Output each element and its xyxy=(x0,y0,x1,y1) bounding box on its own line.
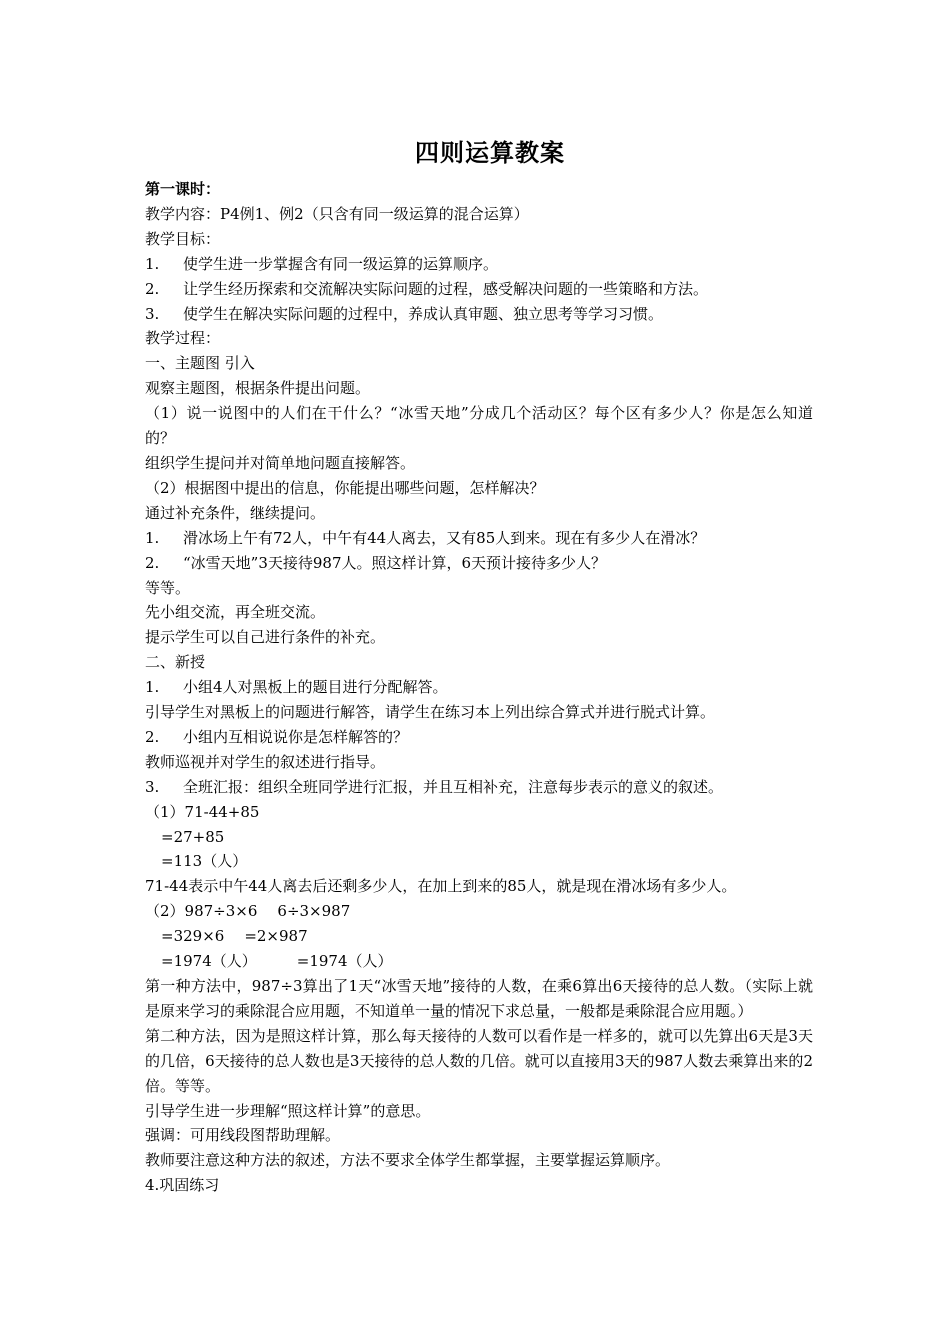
paragraph: 等等。 xyxy=(145,578,191,597)
paragraph: 4.巩固练习 xyxy=(145,1176,220,1195)
question: （2）根据图中提出的信息，你能提出哪些问题，怎样解决？ xyxy=(145,478,545,497)
calc-note: 71-44表示中午44人离去后还剩多少人，在加上到来的85人，就是现在滑冰场有多少人。 xyxy=(145,877,737,896)
paragraph: 通过补充条件，继续提问。 xyxy=(145,503,326,522)
goal-item: 3. 使学生在解决实际问题的过程中，养成认真审题、独立思考等学习习惯。 xyxy=(145,304,664,323)
calc-line: （2）987÷3×6 6÷3×987 xyxy=(145,902,351,921)
calc-line: =113（人） xyxy=(161,852,248,871)
calc-line: （1）71-44+85 xyxy=(145,802,260,821)
calc-line: =329×6 =2×987 xyxy=(161,927,308,946)
paragraph: 强调：可用线段图帮助理解。 xyxy=(145,1126,341,1145)
calc-line: =1974（人） =1974（人） xyxy=(161,952,393,971)
calc-line: =27+85 xyxy=(161,827,225,846)
list-item: 3. 全班汇报：组织全班同学进行汇报，并且互相补充，注意每步表示的意义的叙述。 xyxy=(145,777,724,796)
document-title: 四则运算教案 xyxy=(415,139,565,167)
paragraph: 第二种方法，因为是照这样计算，那么每天接待的人数可以看作是一样多的，就可以先算出6天是3天的几倍，6天接待的总人数也是3天接待的总人数的几倍。就可以直接用3天的987人数去乘算出来的2倍。等等。 xyxy=(145,1026,813,1095)
goals-heading: 教学目标： xyxy=(145,229,221,248)
question: （1）说一说图中的人们在干什么？“冰雪天地”分成几个活动区？每个区有多少人？你是怎么知道的？ xyxy=(145,404,813,448)
document-body xyxy=(145,177,813,1198)
process-heading: 教学过程： xyxy=(145,329,221,348)
list-item: 2. “冰雪天地”3天接待987人。照这样计算，6天预计接待多少人？ xyxy=(145,553,607,572)
list-item: 2. 小组内互相说说你是怎样解答的？ xyxy=(145,727,409,746)
lesson-heading: 第一课时： xyxy=(145,180,221,198)
section-heading: 二、新授 xyxy=(145,653,206,672)
goal-item: 1. 使学生进一步掌握含有同一级运算的运算顺序。 xyxy=(145,254,499,273)
paragraph: 教师巡视并对学生的叙述进行指导。 xyxy=(145,752,386,771)
section-heading: 一、主题图 引入 xyxy=(145,354,255,373)
paragraph: 第一种方法中，987÷3算出了1天“冰雪天地”接待的人数，在乘6算出6天接待的总人数。（实际上就是原来学习的乘除混合应用题，不知道单一量的情况下求总量，一般都是乘除混合应用题。） xyxy=(145,977,813,1020)
paragraph: 引导学生进一步理解“照这样计算”的意思。 xyxy=(145,1101,431,1120)
paragraph: 引导学生对黑板上的问题进行解答，请学生在练习本上列出综合算式并进行脱式计算。 xyxy=(145,703,716,722)
paragraph: 观察主题图，根据条件提出问题。 xyxy=(145,379,371,398)
goal-item: 2. 让学生经历探索和交流解决实际问题的过程，感受解决问题的一些策略和方法。 xyxy=(145,279,709,298)
teaching-content: 教学内容：P4例1、例2（只含有同一级运算的混合运算） xyxy=(145,204,529,223)
paragraph: 教师要注意这种方法的叙述，方法不要求全体学生都掌握，主要掌握运算顺序。 xyxy=(145,1151,671,1170)
list-item: 1. 小组4人对黑板上的题目进行分配解答。 xyxy=(145,678,448,697)
paragraph: 先小组交流，再全班交流。 xyxy=(145,603,326,622)
list-item: 1. 滑冰场上午有72人，中午有44人离去，又有85人到来。现在有多少人在滑冰？ xyxy=(145,528,706,547)
paragraph: 组织学生提问并对简单地问题直接解答。 xyxy=(145,453,416,472)
paragraph: 提示学生可以自己进行条件的补充。 xyxy=(145,628,386,647)
